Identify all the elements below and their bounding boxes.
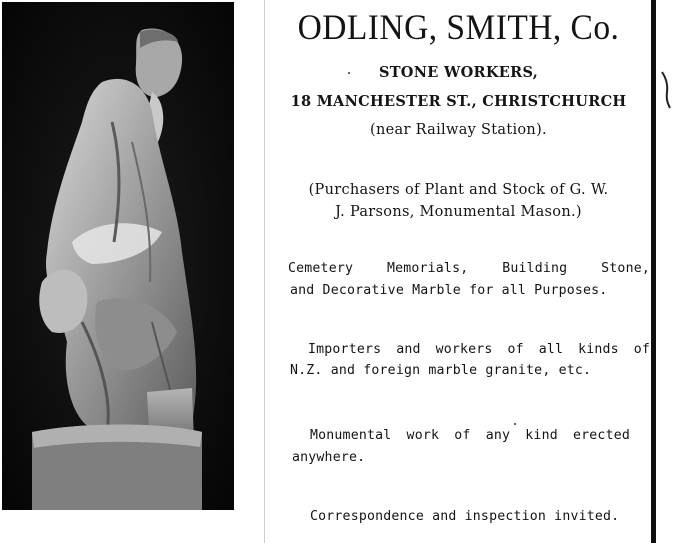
advertisement [266,0,651,543]
statue-illustration [2,2,234,510]
address: 18 MANCHESTER ST., CHRISTCHURCH [290,93,627,110]
services-line-2: and Decorative Marble for all Purposes. [290,283,608,298]
closing-line: Correspondence and inspection invited. [310,509,620,524]
column-rule-left [264,0,265,543]
location-note: (near Railway Station). [370,122,547,138]
monumental-line-1: Monumental work of any kind erected [310,428,630,443]
importers-line-1: Importers and workers of all kinds of [308,342,650,357]
column-rule-right [651,0,656,543]
importers-line-2: N.Z. and foreign marble granite, etc. [290,363,592,378]
purchase-note-line-1: (Purchasers of Plant and Stock of G. W. [308,182,609,198]
statue-photo [2,2,234,510]
print-speck [348,72,350,74]
company-name: ODLING, SMITH, Co. [297,7,620,47]
monumental-line-2: anywhere. [292,450,366,465]
trade-heading: STONE WORKERS, [378,64,539,81]
services-line-1: Cemetery Memorials, Building Stone, [288,261,650,276]
print-speck [514,423,516,425]
purchase-note-line-2: J. Parsons, Monumental Mason.) [335,204,582,220]
print-mark-icon [660,70,672,110]
